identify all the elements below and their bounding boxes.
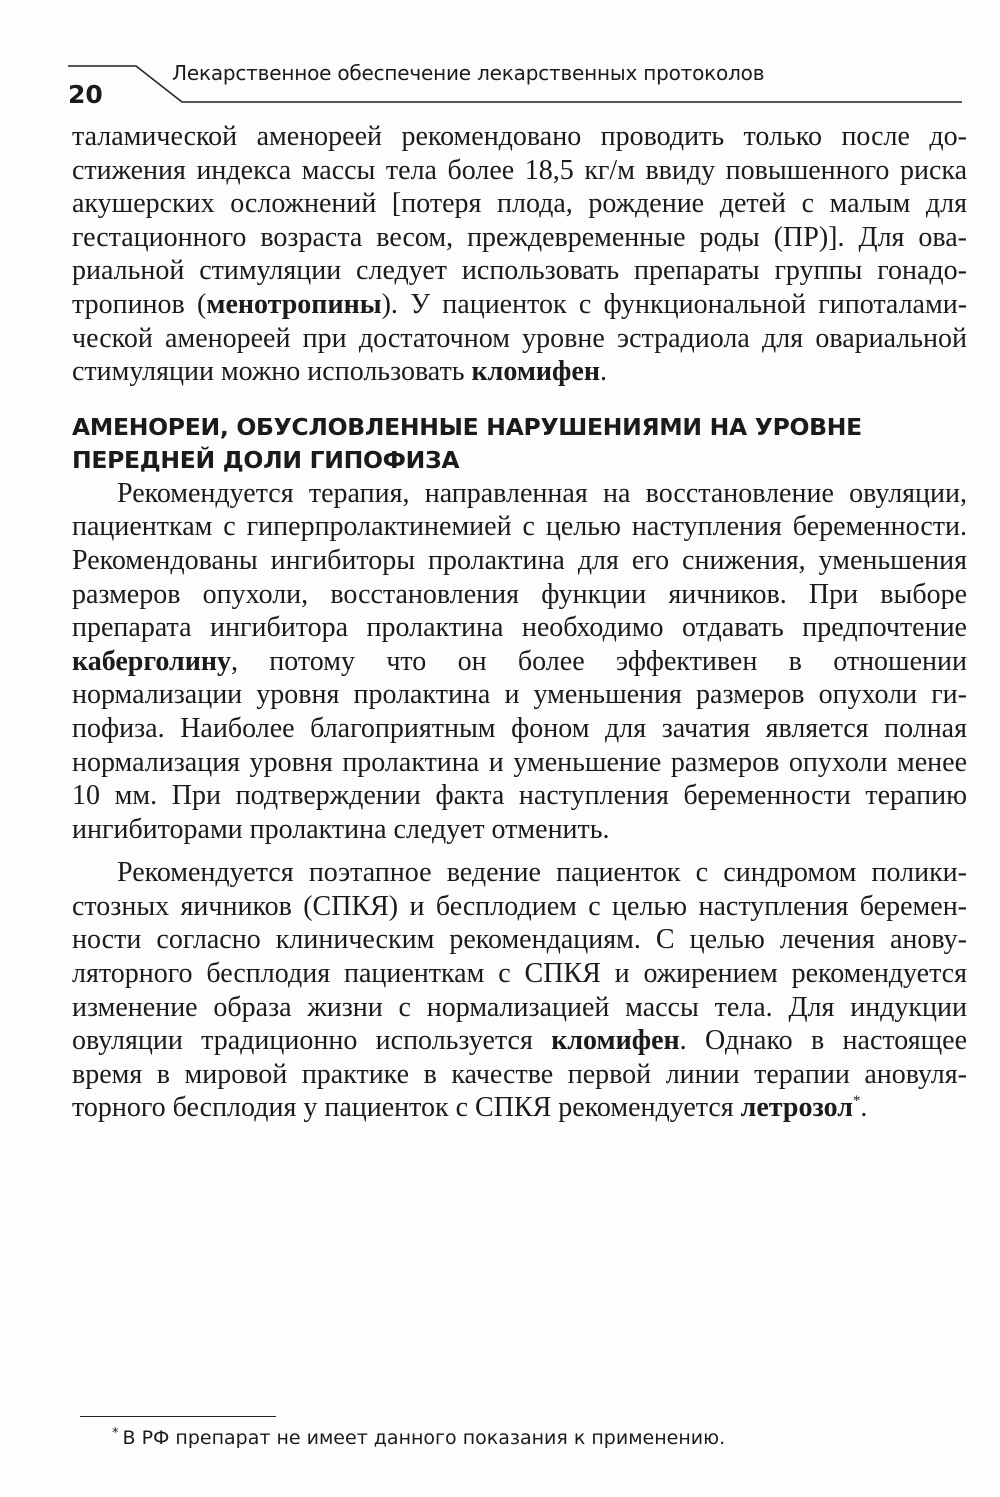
drug-name-letrozole: летрозол bbox=[740, 1092, 853, 1124]
page-body bbox=[72, 120, 967, 1125]
paragraph-1-text-1: таламической аменореей рекомендовано проводить только после достижения индекса массы тела более 18,5 кг/м ввиду повышенного риска акушерских осложнений [потеря плода, рождение детей с малым для гестационного возраста весом, преждевременные роды (ПР)]. Для овариальной стимуляции следует использовать препараты группы гонадотропинов ( bbox=[72, 121, 967, 320]
paragraph-3-text-3: . bbox=[860, 1092, 868, 1124]
footnote-mark: * bbox=[112, 1426, 119, 1441]
paragraph-3 bbox=[72, 856, 967, 1125]
paragraph-1-text-2: ). У пациенток с функциональной гипоталамической аменореей при достаточном уровне эстрадиола для овариальной стимуляции можно использовать bbox=[72, 288, 968, 388]
footnote bbox=[112, 1425, 725, 1454]
page-number: 20 bbox=[68, 80, 103, 109]
section-heading: АМЕНОРЕИ, ОБУСЛОВЛЕННЫЕ НАРУШЕНИЯМИ НА УРОВНЕ ПЕРЕДНЕЙ ДОЛИ ГИПОФИЗА bbox=[72, 412, 862, 474]
footnote-rule bbox=[80, 1416, 276, 1417]
running-head bbox=[0, 0, 1000, 110]
paragraph-2-text-1: Рекомендуется терапия, направленная на восстановление овуляции, пациенткам с гиперпролактинемией с целью наступления беременности. Рекомендованы ингибиторы пролактина для его снижения, уменьшения размеров опухоли, восстановления функции яичников. При выборе препарата ингибитора пролактина необходимо отдавать предпочтение bbox=[72, 477, 967, 644]
paragraph-1 bbox=[72, 120, 967, 389]
footnote-text: В РФ препарат не имеет данного показания к применению. bbox=[122, 1427, 726, 1449]
paragraph-3-text-1: Рекомендуется поэтапное ведение пациенток с синдромом поликистозных яичников (СПКЯ) и бесплодием с целью наступления беременности согласно клиническим рекомендациям. С целью лечения ановуляторного бесплодия пациенткам с СПКЯ и ожирением рекомендуется изменение образа жизни с нормализацией массы тела. Для индукции овуляции традиционно используется bbox=[72, 857, 967, 1057]
paragraph-2-text-2: , потому что он более эффективен в отношении нормализации уровня пролактина и уменьшения размеров опухоли гипофиза. Наиболее благоприятным фоном для зачатия является полная нормализация уровня пролактина и уменьшение размеров опухоли менее 10 мм. При подтверждении факта наступления беременности терапию ингибиторами пролактина следует отменить. bbox=[72, 645, 967, 845]
drug-name-clomiphene: кломифен bbox=[471, 356, 600, 388]
footnote-reference-mark: * bbox=[852, 1093, 861, 1110]
header-rule bbox=[0, 0, 1000, 110]
paragraph-2 bbox=[72, 477, 967, 847]
drug-name-cabergoline: каберголину bbox=[72, 645, 231, 677]
paragraph-3-text-2: . Однако в настоящее время в мировой практике в качестве первой линии терапии ановуляторного бесплодия у пациенток с СПКЯ рекомендуется bbox=[72, 1025, 967, 1124]
drug-name-clomiphene-2: кломифен bbox=[551, 1025, 680, 1057]
paragraph-1-text-3: . bbox=[599, 356, 607, 388]
drug-name-menotropins: менотропины bbox=[206, 288, 382, 320]
running-head-title: Лекарственное обеспечение лекарственных протоколов bbox=[172, 61, 765, 85]
